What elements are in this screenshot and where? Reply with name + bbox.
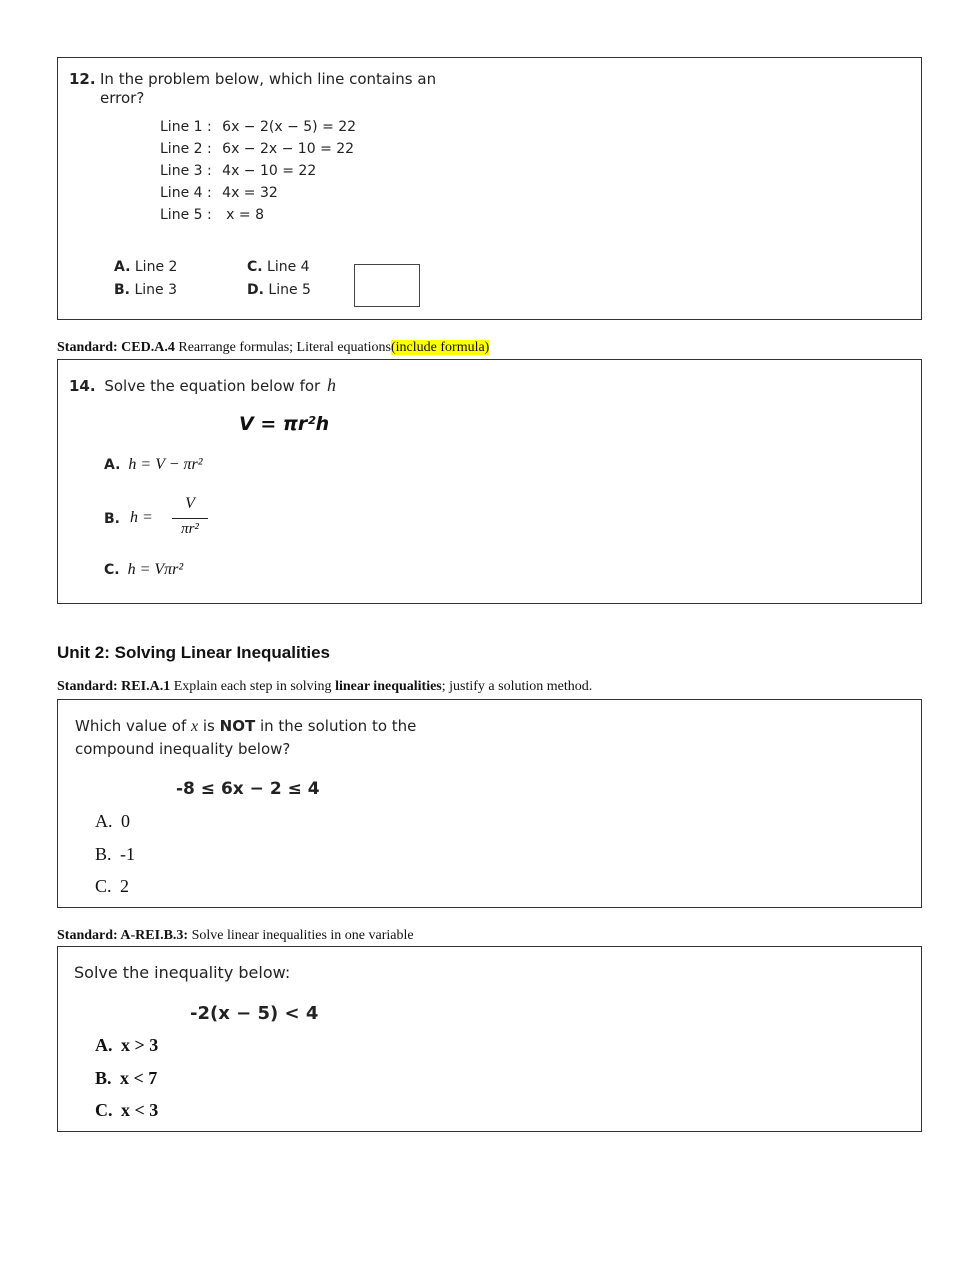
prompt-text: Which value of bbox=[75, 717, 191, 735]
work-line bbox=[160, 163, 316, 179]
compound-inequality-box bbox=[57, 699, 922, 908]
choice-b-denominator: πr² bbox=[181, 521, 199, 537]
question-12-prompt-continued: error? bbox=[100, 89, 145, 107]
choice-c[interactable] bbox=[95, 876, 129, 897]
question-prompt bbox=[75, 717, 416, 736]
choice-c[interactable] bbox=[247, 259, 310, 275]
choice-text: Line 5 bbox=[268, 282, 311, 298]
work-line bbox=[160, 185, 278, 201]
work-line-expression: 4x − 10 = 22 bbox=[222, 163, 317, 179]
choice-d[interactable] bbox=[247, 282, 311, 298]
standard-label: Standard: A-REI.B.3: bbox=[57, 928, 189, 943]
solve-inequality-box bbox=[57, 946, 922, 1132]
choice-letter: B. bbox=[104, 511, 120, 527]
work-line bbox=[160, 119, 356, 135]
choice-letter: B. bbox=[114, 282, 130, 298]
choice-letter: C. bbox=[95, 876, 112, 896]
unit-title: Unit 2: Solving Linear Inequalities bbox=[57, 643, 330, 662]
choice-text: -1 bbox=[120, 844, 136, 864]
prompt-text: is bbox=[198, 717, 220, 735]
work-line-expression: 4x = 32 bbox=[222, 185, 278, 201]
standard-text-end: ; justify a solution method. bbox=[441, 679, 593, 694]
choice-b[interactable] bbox=[95, 844, 135, 865]
choice-a[interactable] bbox=[114, 259, 177, 275]
choice-c[interactable] bbox=[95, 1100, 158, 1121]
choice-text: x < 3 bbox=[121, 1100, 159, 1120]
work-line-expression: 6x − 2x − 10 = 22 bbox=[222, 141, 355, 157]
prompt-variable: x bbox=[191, 718, 199, 735]
choice-a[interactable] bbox=[95, 1035, 158, 1056]
prompt-emphasis: NOT bbox=[219, 717, 256, 735]
question-14-box bbox=[57, 359, 922, 604]
question-14-equation: V = πr²h bbox=[239, 413, 330, 435]
fraction-bar bbox=[172, 518, 208, 519]
choice-letter: B. bbox=[95, 1068, 112, 1088]
choice-b[interactable] bbox=[95, 1068, 157, 1089]
choice-letter: C. bbox=[104, 562, 120, 578]
choice-b[interactable] bbox=[114, 282, 177, 298]
work-line-label: Line 2 : bbox=[160, 141, 212, 157]
standard-bold-term: linear inequalities bbox=[335, 679, 442, 694]
choice-b-numerator: V bbox=[185, 495, 195, 512]
choice-letter: C. bbox=[247, 259, 263, 275]
choice-a[interactable] bbox=[95, 811, 130, 832]
standard-label: Standard: REI.A.1 bbox=[57, 679, 171, 694]
question-12-prompt: In the problem below, which line contains an bbox=[100, 70, 437, 88]
question-12-box bbox=[57, 57, 922, 320]
choice-text: 0 bbox=[121, 811, 130, 831]
choice-text: 2 bbox=[120, 876, 130, 896]
choice-text: x < 7 bbox=[120, 1068, 158, 1088]
standard-rei-b3 bbox=[57, 928, 414, 944]
question-12-number: 12. bbox=[69, 70, 96, 88]
work-line-expression: 6x − 2(x − 5) = 22 bbox=[222, 119, 357, 135]
choice-letter: A. bbox=[95, 1035, 113, 1055]
choice-text: Line 4 bbox=[267, 259, 310, 275]
standard-text: Rearrange formulas; Literal equations bbox=[174, 340, 391, 355]
choice-letter: B. bbox=[95, 844, 112, 864]
standard-label: Standard: CED.A.4 bbox=[57, 340, 175, 355]
work-line-label: Line 5 : bbox=[160, 207, 212, 223]
standard-text: Explain each step in solving bbox=[170, 679, 336, 694]
choice-letter: A. bbox=[114, 259, 131, 275]
choice-text: h = V − πr² bbox=[128, 456, 203, 473]
choice-c[interactable] bbox=[104, 561, 183, 579]
question-14-number: 14. bbox=[69, 377, 96, 395]
work-line bbox=[160, 207, 264, 223]
choice-text: Line 3 bbox=[134, 282, 177, 298]
work-line-label: Line 4 : bbox=[160, 185, 212, 201]
work-line-expression: x = 8 bbox=[226, 207, 264, 223]
standard-rei-a1 bbox=[57, 679, 592, 695]
standard-ced-a4 bbox=[57, 340, 489, 356]
standard-highlight: (include formula) bbox=[391, 340, 490, 355]
inequality: -2(x − 5) < 4 bbox=[190, 1003, 319, 1024]
choice-letter: A. bbox=[104, 457, 121, 473]
question-14-prompt: Solve the equation below for bbox=[104, 377, 321, 395]
question-14-variable: h bbox=[326, 375, 336, 395]
choice-b-lhs: h = bbox=[130, 509, 153, 526]
question-prompt-continued: compound inequality below? bbox=[75, 740, 291, 758]
choice-text: x > 3 bbox=[121, 1035, 159, 1055]
answer-box[interactable] bbox=[354, 264, 420, 307]
question-14-header bbox=[69, 375, 336, 396]
work-line bbox=[160, 141, 354, 157]
choice-text: h = Vπr² bbox=[127, 561, 184, 578]
choice-letter: C. bbox=[95, 1100, 113, 1120]
question-prompt: Solve the inequality below: bbox=[74, 963, 291, 982]
work-line-label: Line 1 : bbox=[160, 119, 212, 135]
work-line-label: Line 3 : bbox=[160, 163, 212, 179]
prompt-text: in the solution to the bbox=[255, 717, 417, 735]
compound-inequality: -8 ≤ 6x − 2 ≤ 4 bbox=[176, 779, 320, 799]
standard-text: Solve linear inequalities in one variable bbox=[188, 928, 414, 943]
choice-letter: A. bbox=[95, 811, 113, 831]
choice-a[interactable] bbox=[104, 456, 203, 474]
choice-text: Line 2 bbox=[134, 259, 178, 275]
choice-letter: D. bbox=[247, 282, 264, 298]
